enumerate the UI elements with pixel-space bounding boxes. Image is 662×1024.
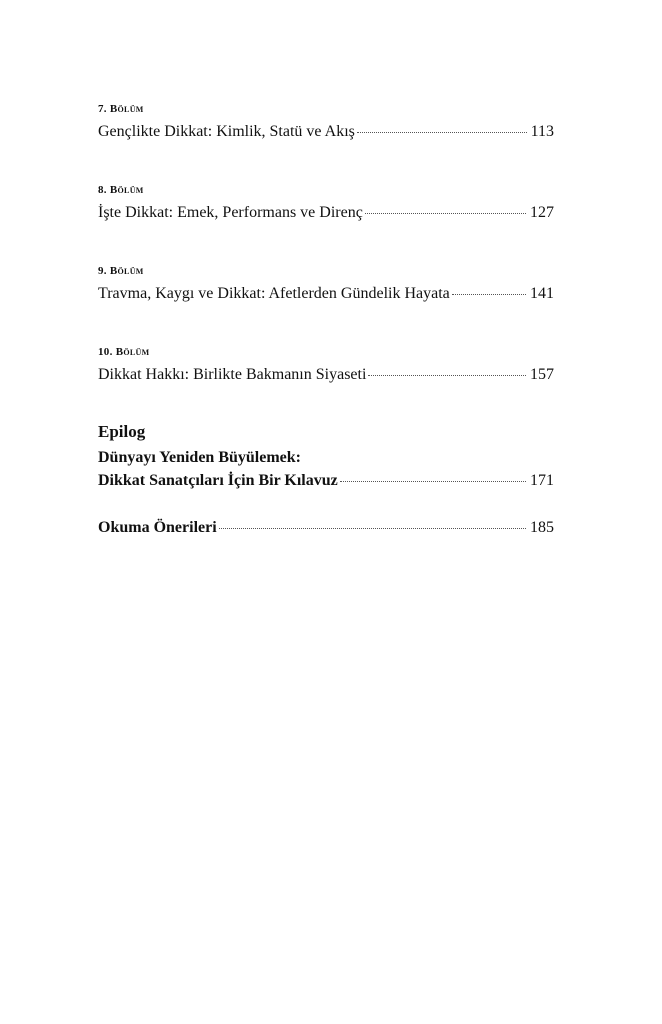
chapter-label: 10. Bölüm — [98, 346, 150, 358]
dot-leader — [357, 132, 527, 133]
page-number: 157 — [530, 366, 554, 383]
toc-entry-row[interactable] — [98, 284, 554, 304]
dot-leader — [219, 528, 526, 529]
toc-entry-row[interactable] — [98, 518, 554, 538]
page-number: 185 — [530, 519, 554, 536]
toc-entry-row[interactable] — [98, 365, 554, 385]
epilog-title-line2: Dikkat Sanatçıları İçin Bir Kılavuz — [98, 472, 338, 489]
chapter-title: Travma, Kaygı ve Dikkat: Afetlerden Gündelik Hayata — [98, 285, 450, 302]
chapter-title: İşte Dikkat: Emek, Performans ve Direnç — [98, 204, 363, 221]
chapter-label: 8. Bölüm — [98, 184, 144, 196]
toc-entry-chapter-8 — [98, 183, 554, 223]
toc-entry-row[interactable] — [98, 471, 554, 491]
toc-entry-reading — [98, 518, 554, 538]
page-number: 171 — [530, 472, 554, 489]
toc-entry-chapter-7 — [98, 102, 554, 142]
dot-leader — [340, 481, 526, 482]
epilog-title-line1: Dünyayı Yeniden Büyülemek: — [98, 449, 301, 466]
chapter-title: Gençlikte Dikkat: Kimlik, Statü ve Akış — [98, 123, 355, 140]
page-number: 113 — [530, 123, 554, 140]
chapter-title: Dikkat Hakkı: Birlikte Bakmanın Siyaseti — [98, 366, 367, 383]
toc-entry-row[interactable] — [98, 122, 554, 142]
toc-entry-row[interactable] — [98, 203, 554, 223]
chapter-label: 9. Bölüm — [98, 265, 144, 277]
dot-leader — [365, 213, 526, 214]
page-number: 127 — [530, 204, 554, 221]
chapter-label: 7. Bölüm — [98, 103, 144, 115]
dot-leader — [368, 375, 526, 376]
dot-leader — [452, 294, 526, 295]
toc-entry-epilog — [98, 422, 554, 491]
page-number: 141 — [530, 285, 554, 302]
reading-title: Okuma Önerileri — [98, 519, 217, 536]
toc-entry-chapter-9 — [98, 264, 554, 304]
toc-entry-chapter-10 — [98, 345, 554, 385]
epilog-heading: Epilog — [98, 422, 146, 441]
